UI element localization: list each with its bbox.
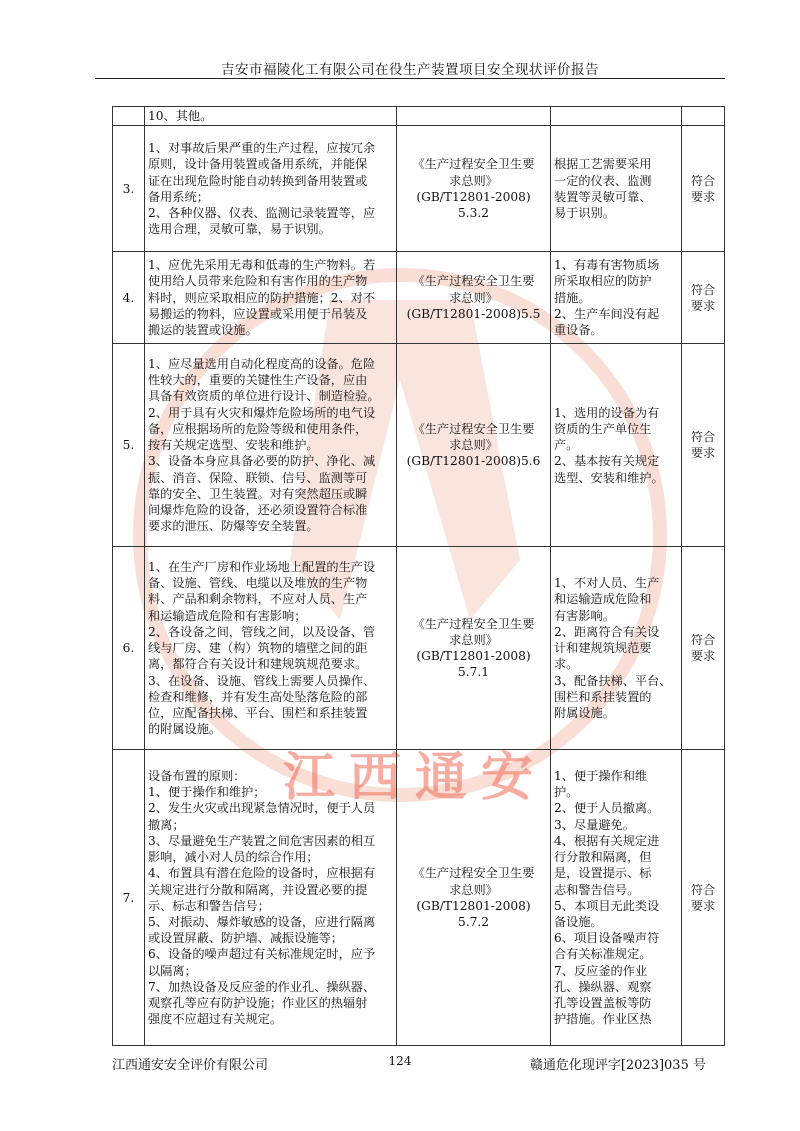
cell-line: (GB/T12801-2008)5.5 [406, 306, 541, 321]
cell-line: 1、在生产厂房和作业场地上配置的生产设 [148, 560, 376, 575]
cell-line: 志和警告信号。 [554, 882, 640, 897]
cell-line: 或设置屏蔽、防护墙、减振设施等； [148, 931, 343, 946]
cell-line: 料时，则应采取相应的防护措施；2、对不 [148, 290, 376, 305]
cell-line: (GB/T12801-2008) [416, 189, 531, 204]
cell-line: 1、对事故后果严重的生产过程，应按冗余 [148, 141, 376, 156]
cell-line: 备、设施、管线、电缆以及堆放的生产物 [148, 576, 368, 591]
cell-line: 振、消音、保险、联锁、信号、监测等可 [148, 470, 368, 485]
cell-line: 符合 [690, 430, 716, 444]
cell-line: 按有关规定选型、安装和维护。 [148, 438, 319, 453]
cell-line: 5.7.1 [457, 665, 489, 680]
cell-line: 7、反应釜的作业 [554, 963, 648, 978]
cell-line: 护。 [554, 785, 579, 800]
evaluation-table [112, 106, 725, 1046]
cell-line: 料、产品和剩余物料，不应对人员、生产 [148, 592, 368, 607]
cell-line: 孔、操纵器、观察 [554, 979, 652, 994]
table-row [113, 750, 725, 1046]
cell-line: 和运输造成危险和有害影响； [148, 608, 307, 623]
table-row [113, 344, 725, 547]
requirement-cell [145, 344, 397, 547]
cell-line: 线与厂房、建（构）筑物的墙壁之间的距 [148, 641, 368, 656]
cell-line: 要求 [690, 446, 716, 461]
cell-line: 7、加热设备及反应釜的作业孔、操纵器、 [148, 979, 376, 994]
cell-line: 所采取相应的防护 [554, 274, 652, 289]
cell-line: 符合 [690, 633, 716, 647]
cell-line: 5、本项目无此类设 [554, 898, 660, 913]
cell-line: 有害影响。 [554, 608, 615, 623]
cell-line: 要求 [690, 898, 716, 913]
cell-line: 备，应根据场所的危险等级和使用条件， [148, 421, 368, 436]
cell-line: 3、配备扶梯、平台、 [554, 673, 672, 688]
cell-line: 一定的仪表、监测 [554, 173, 652, 188]
cell-line: 求总则》 [449, 173, 498, 188]
cell-line: 和运输造成危险和 [554, 592, 652, 607]
cell-line: 2、距离符合有关设 [554, 624, 660, 639]
status-cell [551, 252, 682, 344]
result-cell [682, 107, 725, 126]
cell-line: 围栏和系挂装置的 [554, 689, 652, 704]
cell-line: 合有关标准规定。 [554, 947, 652, 962]
cell-line: 搬运的装置或设施。 [148, 323, 258, 337]
cell-line: 要求 [690, 649, 716, 664]
cell-line: 1、有毒有害物质场 [554, 258, 660, 273]
cell-line: 撤离； [148, 817, 185, 832]
cell-line: 关规定进行分散和隔离，并设置必要的提 [148, 882, 368, 897]
cell-line: 靠的安全、卫生装置。对有突然超压或瞬 [148, 486, 368, 501]
cell-line: 10、其他。 [148, 109, 213, 123]
cell-line: 求。 [554, 657, 579, 672]
cell-line: 1、应优先采用无毒和低毒的生产物料。若 [148, 258, 376, 273]
cell-line: (GB/T12801-2008) [416, 649, 531, 664]
page-header: 吉安市福陵化工有限公司在役生产装置项目安全现状评价报告 [221, 62, 599, 78]
cell-line: 2、便于人员撤离。 [554, 801, 660, 816]
status-cell [551, 126, 682, 252]
cell-line: 1、便于操作和维护； [148, 785, 266, 800]
cell-line: 选用合理，灵敏可靠，易于识别。 [148, 222, 331, 237]
cell-line: 设备布置的原则： [148, 769, 246, 784]
status-cell [551, 344, 682, 547]
cell-line: 附属设施。 [554, 705, 615, 720]
row-number: 7. [113, 750, 145, 1046]
cell-line: 观察孔等应有防护设施；作业区的热辐射 [148, 995, 368, 1010]
cell-line: 行分散和隔离，但 [554, 850, 652, 865]
cell-line: 根据工艺需要采用 [554, 157, 652, 172]
standard-cell [397, 344, 551, 547]
cell-line: 符合 [690, 882, 716, 897]
result-cell [682, 750, 725, 1046]
cell-line: 强度不应超过有关规定。 [148, 1012, 283, 1027]
table-row [113, 547, 725, 750]
footer-doc-number: 赣通危化现评字[2023]035 号 [529, 1058, 706, 1073]
result-cell [682, 547, 725, 750]
cell-line: 4、布置具有潜在危险的设备时，应根据有 [148, 866, 376, 881]
cell-line: 备用系统； [148, 189, 209, 204]
requirement-cell [145, 107, 397, 126]
row-number: 4. [113, 252, 145, 344]
requirement-cell [145, 547, 397, 750]
cell-line: 离，都符合有关设计和建规筑规范要求。 [148, 657, 368, 672]
cell-line: 5.3.2 [457, 205, 489, 220]
cell-line: 原则，设计备用装置或备用系统，并能保 [148, 157, 368, 172]
cell-line: (GB/T12801-2008) [416, 898, 531, 913]
cell-line: 的附属设施。 [148, 722, 222, 737]
cell-line: 孔等设置盖板等防 [554, 995, 652, 1010]
cell-line: 2、各设备之间，管线之间，以及设备、管 [148, 624, 376, 639]
footer-company: 江西通安安全评价有限公司 [112, 1058, 269, 1073]
cell-line: 1、不对人员、生产 [554, 576, 660, 591]
cell-line: 求总则》 [449, 290, 498, 305]
cell-line: 符合 [690, 282, 716, 297]
row-number [113, 107, 145, 126]
requirement-cell [145, 750, 397, 1046]
cell-line: 1、便于操作和维 [554, 769, 648, 784]
cell-line: 6、设备的噪声超过有关标准规定时，应予 [148, 947, 376, 962]
result-cell [682, 126, 725, 252]
cell-line: 使用给人员带来危险和有害作用的生产物 [148, 274, 368, 289]
result-cell [682, 252, 725, 344]
result-cell [682, 344, 725, 547]
cell-line: 1、选用的设备为有 [554, 405, 660, 420]
page-number: 124 [388, 1054, 412, 1068]
cell-line: 2、用于具有火灾和爆炸危险场所的电气设 [148, 405, 376, 420]
row-number: 6. [113, 547, 145, 750]
cell-line: 要求 [690, 189, 716, 204]
cell-line: 重设备。 [554, 323, 603, 337]
cell-line: 4、根据有关规定进 [554, 833, 660, 848]
cell-line: 3、尽量避免生产装置之间危害因素的相互 [148, 833, 376, 848]
row-number: 5. [113, 344, 145, 547]
cell-line: 证在出现危险时能自动转换到备用装置或 [148, 173, 368, 188]
cell-line: 《生产过程安全卫生要 [412, 421, 535, 436]
standard-cell [397, 252, 551, 344]
status-cell [551, 107, 682, 126]
cell-line: 示、标志和警告信号； [148, 898, 270, 913]
cell-line: 求总则》 [449, 438, 498, 453]
cell-line: 备设施。 [554, 914, 603, 929]
cell-line: 间爆炸危险的设备，还必须设置符合标准 [148, 502, 368, 517]
cell-line: 3、设备本身应具备必要的防护、净化、减 [148, 454, 376, 469]
cell-line: 《生产过程安全卫生要 [412, 866, 535, 881]
cell-line: 护措施。作业区热 [554, 1012, 652, 1027]
cell-line: 符合 [690, 173, 716, 188]
cell-line: 《生产过程安全卫生要 [412, 616, 535, 631]
cell-line: 具备有效资质的单位进行设计、制造检验。 [148, 389, 380, 404]
cell-line: 求总则》 [449, 882, 498, 897]
cell-line: 《生产过程安全卫生要 [412, 274, 535, 289]
cell-line: 装置等灵敏可靠、 [554, 189, 652, 204]
cell-line: 3、尽量避免。 [554, 817, 635, 832]
table-row [113, 126, 725, 252]
standard-cell [397, 126, 551, 252]
cell-line: 2、生产车间没有起 [554, 306, 660, 321]
cell-line: 要求 [690, 298, 716, 313]
cell-line: 易搬运的物料，应设置或采用便于吊装及 [148, 306, 368, 321]
cell-line: 求总则》 [449, 633, 498, 647]
table-row [113, 252, 725, 344]
standard-cell [397, 107, 551, 126]
cell-line: 检查和维修，并有发生高处坠落危险的部 [148, 689, 368, 704]
status-cell [551, 750, 682, 1046]
cell-line: 5、对振动、爆炸敏感的设备，应进行隔离 [148, 914, 376, 929]
row-number: 3. [113, 126, 145, 252]
cell-line: 2、基本按有关规定 [554, 454, 660, 469]
cell-line: 选型、安装和维护。 [554, 470, 664, 485]
cell-line: 产。 [554, 438, 579, 453]
standard-cell [397, 547, 551, 750]
cell-line: 计和建规筑规范要 [554, 641, 652, 656]
cell-line: (GB/T12801-2008)5.6 [406, 454, 541, 469]
cell-line: 是，设置提示、标 [554, 866, 652, 881]
cell-line: 性较大的，重要的关键性生产设备，应由 [148, 373, 368, 388]
cell-line: 6、项目设备噪声符 [554, 931, 660, 946]
cell-line: 影响，减小对人员的综合作用； [148, 850, 319, 865]
cell-line: 《生产过程安全卫生要 [412, 157, 535, 172]
status-cell [551, 547, 682, 750]
cell-line: 资质的生产单位生 [554, 421, 652, 436]
standard-cell [397, 750, 551, 1046]
cell-line: 位，应配备扶梯、平台、围栏和系挂装置 [148, 705, 368, 720]
requirement-cell [145, 126, 397, 252]
cell-line: 5.7.2 [457, 914, 489, 929]
cell-line: 3、在设备、设施、管线上需要人员操作、 [148, 673, 376, 688]
header-rule [95, 78, 725, 79]
cell-line: 2、各种仪器、仪表、监测记录装置等，应 [148, 205, 376, 220]
cell-line: 1、应尽量选用自动化程度高的设备。危险 [148, 357, 376, 372]
requirement-cell [145, 252, 397, 344]
watermark-text: 江西通安 [282, 748, 548, 808]
cell-line: 以隔离； [148, 963, 197, 978]
cell-line: 2、发生火灾或出现紧急情况时，便于人员 [148, 801, 376, 816]
cell-line: 易于识别。 [554, 205, 615, 220]
cell-line: 措施。 [554, 290, 591, 305]
table-row [113, 107, 725, 126]
cell-line: 要求的泄压、防爆等安全装置。 [148, 519, 319, 534]
